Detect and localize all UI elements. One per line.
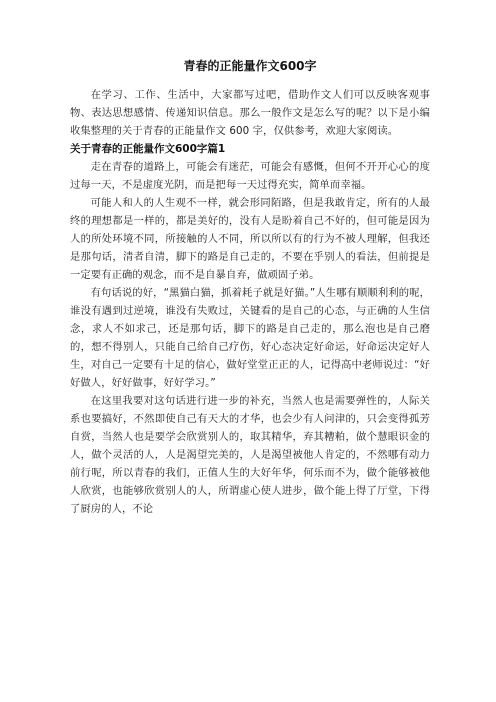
intro-paragraph: 在学习、工作、生活中，大家都写过吧，借助作文人们可以反映客观事物、表达思想感情、传递知识信息。那么一般作文是怎么写的呢？以下是小编收集整理的关于青春的正能量作文 600 字，仅供参考，欢迎大家阅读。 [70, 89, 430, 137]
document-page [70, 58, 430, 518]
body-paragraph-2: 可能人和人的人生观不一样，就会形同陌路，但是我敢肯定，所有的人最终的理想都是一样的，都是美好的，没有人是盼着自己不好的，但可能是因为人的所处环境不同，所接触的人不同，所以所以有的行为不被人理解，但我还是那句话，清者自清，脚下的路是自己走的，不要在乎别人的看法，但前提是一定要有正确的观念，而不是自暴自弃，做顽固子弟。 [70, 197, 430, 281]
body-paragraph-1: 走在青春的道路上，可能会有迷茫，可能会有感慨，但何不开开心心的度过每一天，不是虚度光阴，而是把每一天过得充实，简单而幸福。 [70, 161, 430, 191]
body-paragraph-3: 有句话说的好，“黑猫白猫，抓着耗子就是好猫。”人生哪有顺顺利利的呢，谁没有遇到过逆境，谁没有失败过，关键看的是自己的心态，与正确的人生信念，求人不如求己，还是那句话，脚下的路是自己走的，那么泡也是自己磨的，想不得别人，只能自己给自己疗伤，好心态决定好命运，好命运决定好人生，对自己一定要有十足的信心，做好堂堂正正的人，记得高中老师说过：“好好做人，好好做事，好好学习。” [70, 287, 430, 389]
body-paragraph-4: 在这里我要对这句话进行进一步的补充，当然人也是需要弹性的，人际关系也要搞好，不然即使自己有天大的才华，也会少有人问津的，只会变得孤芳自赏，当然人也是要学会欣赏别人的，取其精华，弃其糟粕，做个慧眼识金的人，做个灵活的人，人是渴望完美的，人是渴望被他人肯定的，不然哪有动力前行呢，所以青春的我们，正值人生的大好年华，何乐而不为，做个能够被他人欣赏，也能够欣赏别人的人，所谓虚心使人进步，做个能上得了厅堂，下得了厨房的人，不论 [70, 395, 430, 515]
document-title: 青春的正能量作文600字 [183, 59, 317, 73]
section-heading: 关于青春的正能量作文600字篇1 [70, 143, 226, 155]
